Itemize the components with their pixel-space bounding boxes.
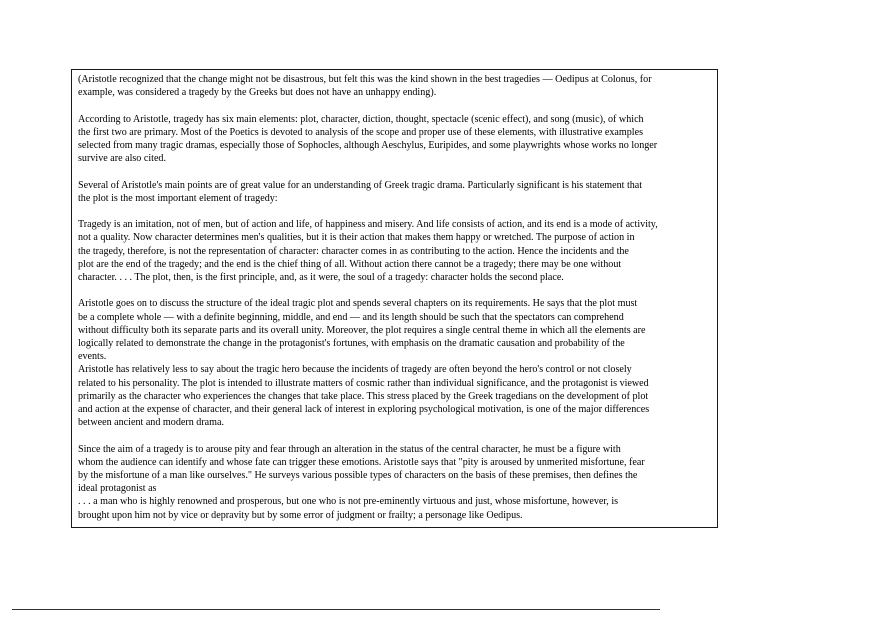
footer-divider [12, 609, 660, 610]
text-frame [71, 69, 718, 528]
paragraph-pity-and-fear: Since the aim of a tragedy is to arouse pity and fear through an alteration in the status of the central character, he must be a figure with whom the audience can identify and whose fate can trigger these emotions. Aristotle says that "pity is aroused by unmerited misfortune, fear by the misfortune of a man like ourselves." He surveys various possible types of characters on the basis of these premises, then defines the ideal protagonist as [78, 443, 645, 495]
paragraph-main-points: Several of Aristotle's main points are of great value for an understanding of Greek tragic drama. Particularly significant is his statement that the plot is the most important element of tragedy: [78, 179, 643, 204]
paragraph-oedipus-colonus-note: (Aristotle recognized that the change might not be disastrous, but felt this was the kind shown in the best tragedies — Oedipus at Colonus, for example, was considered a tragedy by the Greeks but does not have an unhappy ending). [78, 74, 652, 99]
quote-tragedy-imitation: Tragedy is an imitation, not of men, but of action and life, of happiness and misery. And life consists of action, and its end is a mode of activity, not a quality. Now character determines men's qualities, but it is their action that makes them happy or wretched. The purpose of action in the tragedy, therefore, is not the representation of character: character comes in as contributing to the action. Hence the incidents and the plot are the end of the tragedy; and the end is the chief thing of all. Without action there cannot be a tragedy; there may be one without character. . . . The plot, then, is the first principle, and, as it were, the soul of a tragedy: character holds the second place. [78, 219, 658, 283]
paragraph-plot-structure: Aristotle goes on to discuss the structure of the ideal tragic plot and spends several chapters on its requirements. He says that the plot must be a complete whole — with a definite beginning, middle, and end — and its length should be such that the spectators can comprehend without difficulty both its separate parts and its overall unity. Moreover, the plot requires a single central theme in which all the elements are logically related to demonstrate the change in the protagonist's fortunes, with emphasis on the dramatic causation and probability of the events. [78, 298, 646, 363]
paragraph-six-elements: According to Aristotle, tragedy has six main elements: plot, character, diction, thought, spectacle (scenic effect), and song (music), of which the first two are primary. Most of the Poetics is devoted to analysis of the scope and proper use of these elements, with illustrative examples selected from many tragic dramas, especially those of Sophocles, although Aeschylus, Euripides, and some playwrights whose works no longer survive are also cited. [78, 113, 658, 165]
quote-ideal-protagonist: . . . a man who is highly renowned and prosperous, but one who is not pre-eminently virtuous and just, whose misfortune, however, is brought upon him not by vice or depravity but by some error of judgment or frailty; a personage like Oedipus. [78, 496, 619, 521]
paragraph-tragic-hero: Aristotle has relatively less to say about the tragic hero because the incidents of tragedy are often beyond the hero's control or not closely related to his personality. The plot is intended to illustrate matters of cosmic rather than individual significance, and the protagonist is viewed primarily as the character who experiences the changes that take place. This stress placed by the Greek tragedians on the development of plot and action at the expense of character, and their general lack of interest in exploring psychological motivation, is one of the major differences between ancient and modern drama. [78, 364, 650, 429]
